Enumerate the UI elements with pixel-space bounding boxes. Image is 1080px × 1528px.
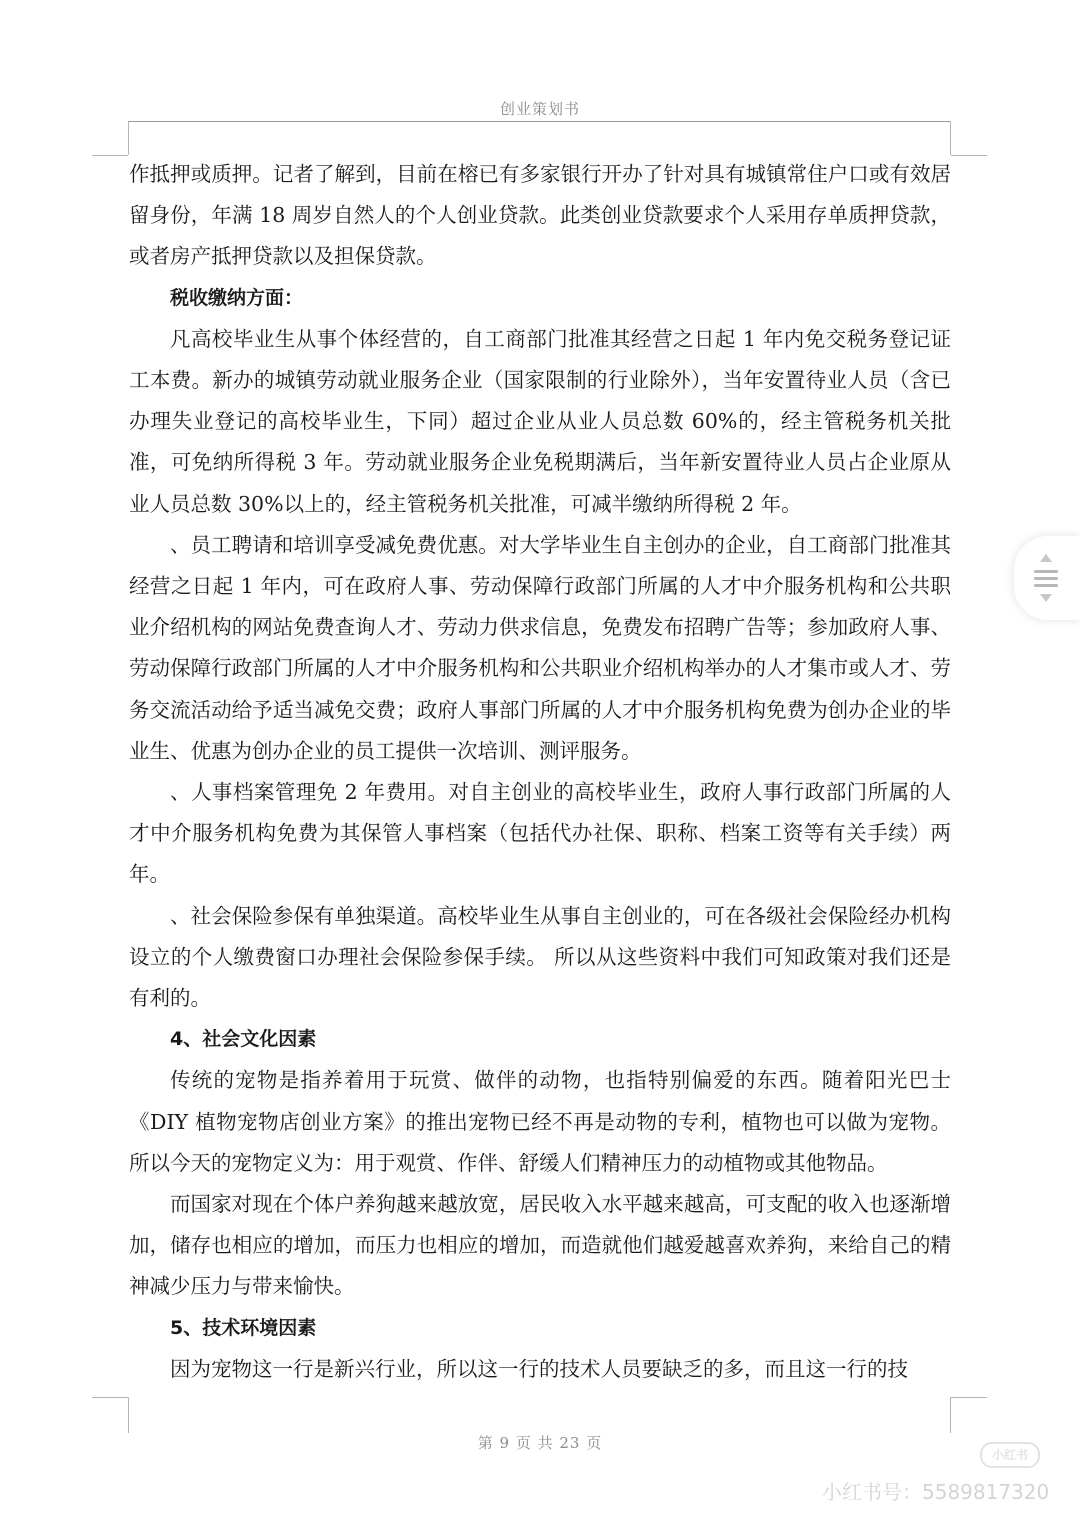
crop-mark-top-right — [950, 121, 951, 155]
paragraph-social-insurance: 、社会保险参保有单独渠道。高校毕业生从事自主创业的，可在各级社会保险经办机构设立的个人缴费窗口办理社会保险参保手续。 所以从这些资料中我们可知政策对我们还是有利的。 — [129, 903, 951, 1011]
crop-mark-bottom-right-h — [951, 1397, 987, 1398]
paragraph-technology: 因为宠物这一行是新兴行业，所以这一行的技术人员要缺乏的多，而且这一行的技 — [170, 1356, 908, 1381]
crop-mark-top-left-h — [92, 155, 128, 156]
paragraph-pets-income: 而国家对现在个体户养狗越来越放宽，居民收入水平越来越高，可支配的收入也逐渐增加，储存也相应的增加，而压力也相应的增加，而造就他们越爱越喜欢养狗，来给自己的精神减少压力与带来愉快。 — [129, 1192, 951, 1299]
watermark-id: 小红书号：5589817320 — [822, 1480, 1050, 1504]
page-footer-number: 第 9 页 共 23 页 — [477, 1434, 603, 1452]
watermark-logo: 小红书 — [980, 1442, 1040, 1468]
document-body — [129, 154, 951, 1390]
heading-social-culture: 4、社会文化因素 — [170, 1028, 317, 1051]
crop-mark-bottom-left — [128, 1397, 129, 1433]
page-header-title: 创业策划书 — [499, 100, 580, 118]
scroll-handle[interactable] — [1014, 536, 1080, 620]
paragraph-archives: 、人事档案管理免 2 年费用。对自主创业的高校毕业生，政府人事行政部门所属的人才中介服务机构免费为其保管人事档案（包括代办社保、职称、档案工资等有关手续）两年。 — [129, 780, 951, 887]
paragraph-loan: 作抵押或质押。记者了解到，目前在榕已有多家银行开办了针对具有城镇常住户口或有效居留身份，年满 18 周岁自然人的个人创业贷款。此类创业贷款要求个人采用存单质押贷款，或者房产抵押贷款以及担保贷款。 — [129, 162, 951, 269]
paragraph-recruitment: 、员工聘请和培训享受减免费优惠。对大学毕业生自主创办的企业，自工商部门批准其经营之日起 1 年内，可在政府人事、劳动保障行政部门所属的人才中介服务机构和公共职业介绍机构的网站免费查询人才、劳动力供求信息，免费发布招聘广告等；参加政府人事、劳动保障行政部门所属的人才中介服务机构和公共职业介绍机构举办的人才集市或人才、劳务交流活动给予适当减免交费；政府人事部门所属的人才中介服务机构免费为创办企业的毕业生、优惠为创办企业的员工提供一次培训、测评服务。 — [129, 532, 951, 763]
header-rule — [128, 121, 951, 122]
paragraph-pets-definition: 传统的宠物是指养着用于玩赏、做伴的动物，也指特别偏爱的东西。随着阳光巴士《DIY 植物宠物店创业方案》的推出宠物已经不再是动物的专利，植物也可以做为宠物。所以今天的宠物定义为：用于观赏、作伴、舒缓人们精神压力的动植物或其他物品。 — [129, 1068, 951, 1175]
crop-mark-bottom-left-h — [92, 1397, 128, 1398]
crop-mark-bottom-right — [950, 1397, 951, 1433]
heading-technology: 5、技术环境因素 — [170, 1316, 317, 1339]
crop-mark-top-left — [128, 121, 129, 155]
scroll-handle-icon — [1030, 552, 1062, 604]
crop-mark-top-right-h — [951, 155, 987, 156]
paragraph-tax: 凡高校毕业生从事个体经营的，自工商部门批准其经营之日起 1 年内免交税务登记证工本费。新办的城镇劳动就业服务企业（国家限制的行业除外），当年安置待业人员（含已办理失业登记的高校毕业生，下同）超过企业从业人员总数 60%的，经主管税务机关批准，可免纳所得税 3 年。劳动就业服务企业免税期满后，当年新安置待业人员占企业原从业人员总数 30%以上的，经主管税务机关批准，可减半缴纳所得税 2 年。 — [129, 326, 951, 516]
heading-tax: 税收缴纳方面： — [170, 286, 304, 309]
